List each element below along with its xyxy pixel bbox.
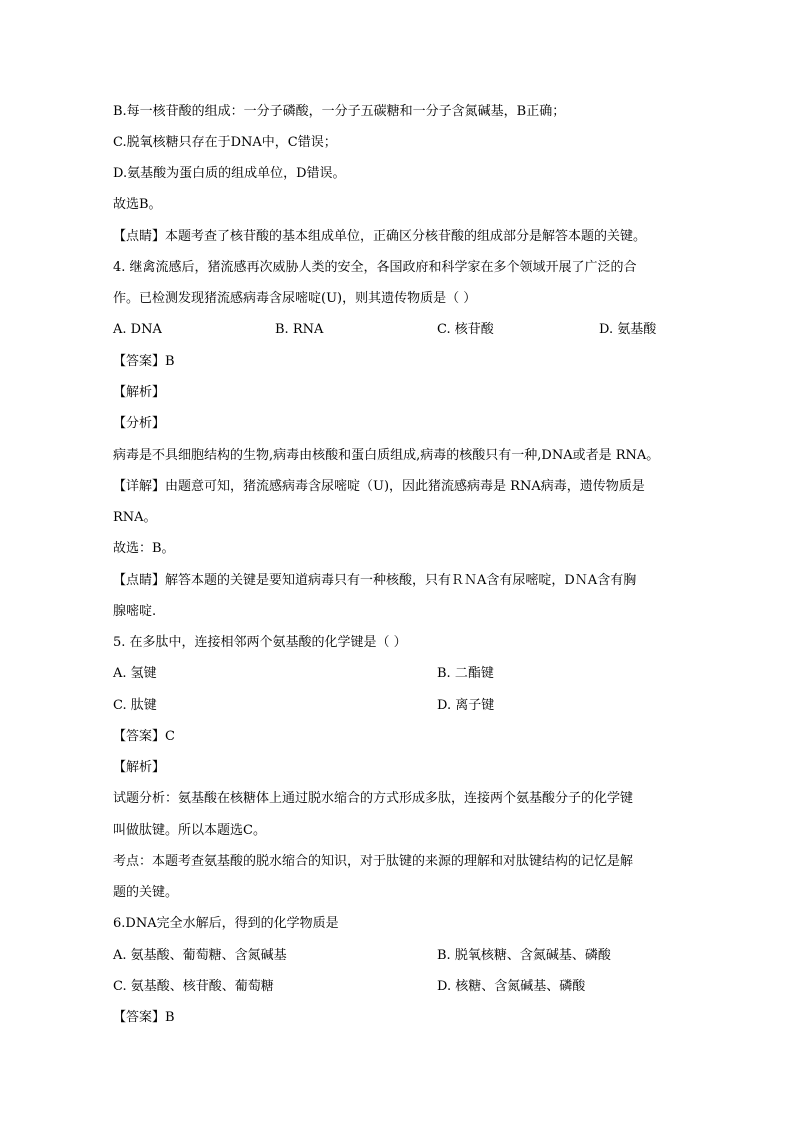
q4-choice: 故选：B。 xyxy=(113,541,175,556)
q5-option-d: D. 离子键 xyxy=(437,698,495,713)
q4-option-d: D. 氨基酸 xyxy=(599,322,657,337)
q3-choice: 故选B。 xyxy=(113,197,162,212)
q4-option-a: A. DNA xyxy=(113,322,162,337)
q6-option-d: D. 核糖、含氮碱基、磷酸 xyxy=(437,979,586,994)
q5-option-b: B. 二酯键 xyxy=(437,666,494,681)
q5-option-a: A. 氢键 xyxy=(113,666,157,681)
q6-option-a: A. 氨基酸、葡萄糖、含氮碱基 xyxy=(113,948,287,963)
q5-kaodian-line2: 题的关键。 xyxy=(113,885,179,900)
q5-analysis-line2: 叫做肽键。所以本题选C。 xyxy=(113,823,266,838)
q6-stem: 6.DNA完全水解后，得到的化学物质是 xyxy=(113,916,339,931)
q4-fenxi-text: 病毒是不具细胞结构的生物,病毒由核酸和蛋白质组成,病毒的核酸只有一种,DNA或者是 RNA。 xyxy=(113,448,660,463)
q5-kaodian-line1: 考点：本题考查氨基酸的脱水缩合的知识，对于肽键的来源的理解和对肽键结构的记忆是解 xyxy=(113,854,634,869)
q4-option-c: C. 核苷酸 xyxy=(437,322,494,337)
q4-detail-line2: RNA。 xyxy=(113,510,157,525)
q4-comment-line1: 【点睛】解答本题的关键是要知道病毒只有一种核酸，只有ＲＮA含有尿嘧啶，DＮA含有胸 xyxy=(113,573,637,588)
q4-stem-line1: 4. 继禽流感后，猪流感再次威胁人类的安全，各国政府和科学家在多个领域开展了广泛的合 xyxy=(113,260,637,275)
q5-analysis-heading: 【解析】 xyxy=(113,760,166,775)
q4-detail-line1: 【详解】由题意可知，猪流感病毒含尿嘧啶（U)，因此猪流感病毒是 RNA病毒，遗传物质是 xyxy=(113,479,645,494)
q3-option-d-explanation: D.氨基酸为蛋白质的组成单位，D错误。 xyxy=(113,166,346,181)
q4-analysis-heading: 【解析】 xyxy=(113,385,166,400)
q6-option-b: B. 脱氧核糖、含氮碱基、磷酸 xyxy=(437,948,611,963)
q3-comment: 【点睛】本题考查了核苷酸的基本组成单位，正确区分核苷酸的组成部分是解答本题的关键。 xyxy=(113,229,647,244)
q5-analysis-line1: 试题分析：氨基酸在核糖体上通过脱水缩合的方式形成多肽，连接两个氨基酸分子的化学键 xyxy=(113,791,634,806)
q4-option-b: B. RNA xyxy=(275,322,324,337)
q4-comment-line2: 腺嘧啶. xyxy=(113,604,157,619)
q4-stem-line2: 作。已检测发现猪流感病毒含尿嘧啶(U)，则其遗传物质是（ ） xyxy=(113,291,477,306)
q6-option-c: C. 氨基酸、核苷酸、葡萄糖 xyxy=(113,979,274,994)
q5-answer: 【答案】C xyxy=(113,729,175,744)
q3-option-c-explanation: C.脱氧核糖只存在于DNA中，C错误； xyxy=(113,135,337,150)
q4-answer: 【答案】B xyxy=(113,354,175,369)
q5-option-c: C. 肽键 xyxy=(113,698,157,713)
q4-fenxi-heading: 【分析】 xyxy=(113,416,166,431)
q3-option-b-explanation: B.每一核苷酸的组成：一分子磷酸，一分子五碳糖和一分子含氮碱基，B正确； xyxy=(113,104,566,119)
q6-answer: 【答案】B xyxy=(113,1010,175,1025)
q5-stem: 5. 在多肽中，连接相邻两个氨基酸的化学键是（ ） xyxy=(113,635,407,650)
